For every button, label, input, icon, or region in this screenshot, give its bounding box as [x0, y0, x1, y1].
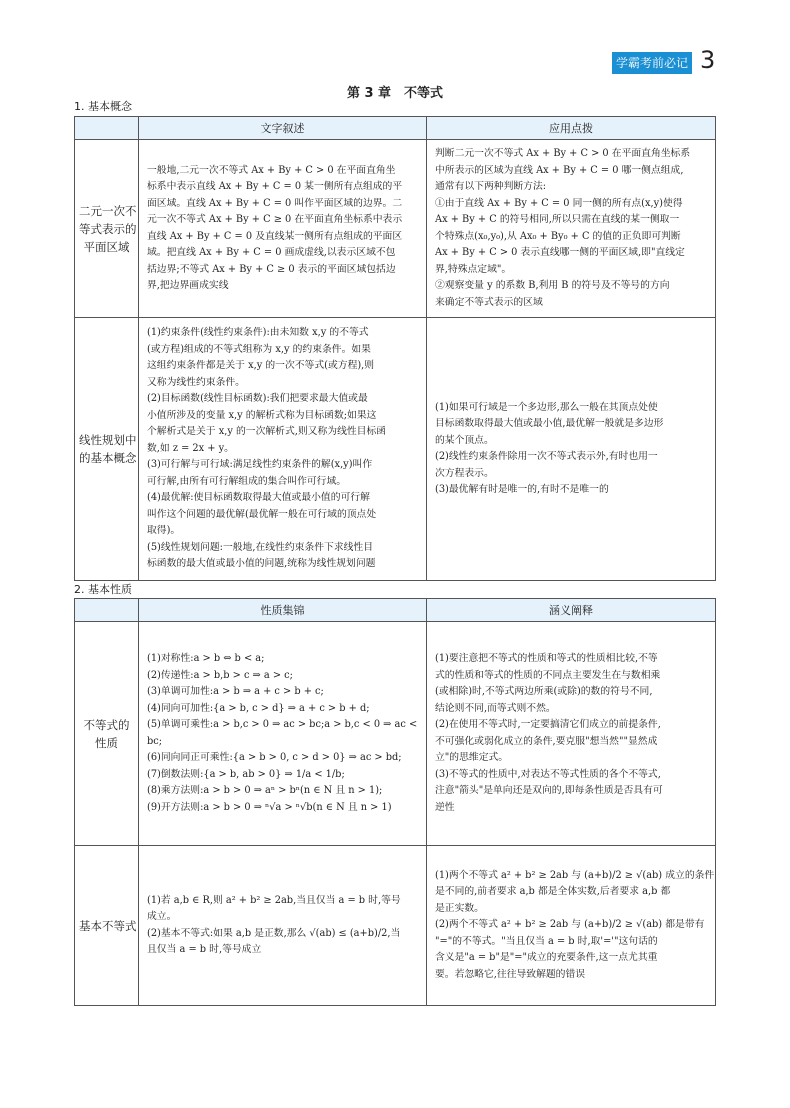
- text-line: 又称为线性约束条件。: [147, 376, 245, 388]
- text-line: (3)最优解有时是唯一的,有时不是唯一的: [435, 484, 609, 495]
- text-line: 目标函数取得最大值或最小值,最优解一般就是多边形: [435, 418, 664, 429]
- text-line: Ax + By + C > 0 表示直线哪一侧的平面区域,即"直线定: [435, 247, 685, 258]
- table-row: [75, 846, 716, 1006]
- text-line: 直线 Ax + By + C = 0 及直线某一侧所有点组成的平面区: [147, 230, 403, 242]
- text-line: 平面区域: [83, 239, 130, 254]
- tips-cell: [427, 622, 716, 846]
- text-line: (9)开方法则:a > b > 0 ⇒ ⁿ√a > ⁿ√b(n ∈ N 且 n > 1): [147, 801, 392, 813]
- text-line: 性质: [95, 735, 118, 750]
- text-line: 可行解,由所有可行解组成的集合叫作可行域。: [147, 475, 347, 487]
- text-line: (3)单调可加性:a > b ⇒ a + c > b + c;: [147, 686, 324, 697]
- col-header-tips: 应用点拨: [427, 117, 716, 140]
- text-line: (1)约束条件(线性约束条件):由未知数 x,y 的不等式: [147, 327, 369, 339]
- desc-cell: [139, 140, 427, 318]
- text-line: 元一次不等式 Ax + By + C ≥ 0 在平面直角坐标系中表示: [147, 214, 403, 225]
- table-row: [75, 318, 716, 581]
- text-line: (4)同向可加性:{a > b, c > d} ⇒ a + c > b + d;: [147, 702, 370, 714]
- text-line: (1)对称性:a > b ⇔ b < a;: [147, 653, 265, 664]
- text-line: (3)不等式的性质中,对表达不等式性质的各个不等式,: [435, 768, 661, 780]
- text-line: 域。把直线 Ax + By + C = 0 画成虚线,以表示区域不包: [147, 247, 396, 258]
- text-line: 不可强化或弱化成立的条件,要克服"想当然""显然成: [435, 735, 658, 747]
- row-label: [75, 140, 139, 318]
- text-line: (2)基本不等式:如果 a,b 是正数,那么 √(ab) ≤ (a+b)/2,当: [147, 927, 401, 939]
- text-line: 的某个顶点。: [435, 434, 494, 446]
- text-line: (1)两个不等式 a² + b² ≥ 2ab 与 (a+b)/2 ≥ √(ab) 成立的条件: [435, 869, 715, 881]
- text-line: 这组约束条件都是关于 x,y 的一次不等式(或方程),则: [147, 360, 375, 372]
- text-line: 面区域。直线 Ax + By + C = 0 叫作平面区域的边界。二: [147, 197, 403, 209]
- desc-cell: [139, 318, 427, 581]
- col-header-props: 性质集锦: [139, 599, 427, 622]
- text-line: 通常有以下两种判断方法:: [435, 181, 547, 192]
- text-line: (2)在使用不等式时,一定要搞清它们成立的前提条件,: [435, 719, 661, 730]
- text-line: (或方程)组成的不等式组称为 x,y 的约束条件。如果: [147, 343, 371, 355]
- text-line: (7)倒数法则:{a > b, ab > 0} ⇒ 1/a < 1/b;: [147, 768, 345, 780]
- col-header-explain: 涵义阐释: [427, 599, 716, 622]
- text-line: 括边界;不等式 Ax + By + C ≥ 0 表示的平面区域包括边: [147, 263, 396, 275]
- text-line: 等式表示的: [79, 221, 137, 236]
- text-line: (5)线性规划问题:一般地,在线性约束条件下求线性目: [147, 541, 374, 553]
- text-line: 标函数的最大值或最小值的问题,统称为线性规划问题: [147, 558, 376, 570]
- text-line: 式的性质和等式的性质的不同点主要发生在与数相乘: [435, 669, 661, 681]
- text-line: 基本不等式: [79, 918, 137, 933]
- text-line: (1)若 a,b ∈ R,则 a² + b² ≥ 2ab,当且仅当 a = b 时,等号: [147, 894, 401, 906]
- desc-cell: [139, 846, 427, 1006]
- text-line: 界,特殊点定域"。: [435, 263, 512, 275]
- chapter-title: 第 3 章 不等式: [346, 86, 444, 101]
- text-line: 含义是"a = b"是"="成立的充要条件,这一点尤其重: [435, 952, 658, 964]
- table-row: [75, 622, 716, 846]
- text-line: 数,如 z = 2x + y。: [147, 442, 234, 454]
- text-line: (2)目标函数(线性目标函数):我们把要求最大值或最: [147, 393, 368, 405]
- text-line: 成立。: [147, 911, 177, 922]
- basic-concepts-table: [74, 116, 716, 581]
- text-line: Ax + By + C 的符号相同,所以只需在直线的某一侧取一: [435, 214, 680, 225]
- text-line: 结论则不同,而等式则不然。: [435, 702, 556, 714]
- text-line: (或相除)时,不等式两边所乘(或除)的数的符号不同,: [435, 686, 653, 697]
- text-line: ②观察变量 y 的系数 B,利用 B 的符号及不等号的方向: [435, 280, 670, 291]
- text-line: "="的不等式。"当且仅当 a = b 时,取'='"这句话的: [435, 935, 658, 947]
- text-line: 界,把边界画成实线: [147, 280, 229, 291]
- text-line: 取得)。: [147, 525, 181, 537]
- desc-cell: [139, 622, 427, 846]
- text-line: 来确定不等式表示的区域: [435, 296, 543, 308]
- text-line: (2)两个不等式 a² + b² ≥ 2ab 与 (a+b)/2 ≥ √(ab) 都是带有: [435, 919, 705, 931]
- text-line: 立"的思维定式。: [435, 752, 509, 763]
- text-line: (6)同向同正可乘性:{a > b > 0, c > d > 0} ⇒ ac > bd;: [147, 752, 402, 763]
- tips-cell: [427, 846, 716, 1006]
- text-line: 注意"箭头"是单向还是双向的,即每条性质是否具有可: [435, 785, 663, 796]
- section2-heading: 2. 基本性质: [74, 583, 132, 596]
- book-title-badge: 学霸考前必记: [612, 52, 692, 74]
- text-line: 小值所涉及的变量 x,y 的解析式称为目标函数;如果这: [147, 409, 377, 421]
- text-line: 的基本概念: [79, 451, 137, 465]
- text-line: 个特殊点(x₀,y₀),从 Ax₀ + By₀ + C 的值的正负即可判断: [435, 230, 681, 242]
- table-row: [75, 140, 716, 318]
- text-line: (2)传递性:a > b,b > c ⇒ a > c;: [147, 669, 293, 681]
- text-line: (3)可行解与可行域:满足线性约束条件的解(x,y)叫作: [147, 459, 373, 471]
- text-line: 要。若忽略它,往往导致解题的错误: [435, 968, 586, 980]
- table-corner: [75, 599, 139, 622]
- text-line: (2)线性约束条件除用一次不等式表示外,有时也用一: [435, 451, 658, 462]
- text-line: 且仅当 a = b 时,等号成立: [147, 944, 262, 955]
- row-label: [75, 318, 139, 581]
- text-line: (1)要注意把不等式的性质和等式的性质相比较,不等: [435, 653, 658, 664]
- section1-heading: 1. 基本概念: [74, 100, 132, 113]
- row-label: [75, 846, 139, 1006]
- text-line: 二元一次不: [79, 203, 137, 218]
- text-line: 逆性: [435, 801, 455, 813]
- text-line: 中所表示的区域为直线 Ax + By + C = 0 哪一侧点组成,: [435, 164, 684, 176]
- row-label: [75, 622, 139, 846]
- table-corner: [75, 117, 139, 140]
- text-line: 标系中表示直线 Ax + By + C = 0 某一侧所有点组成的平: [147, 181, 403, 192]
- text-line: 是不同的,前者要求 a,b 都是全体实数,后者要求 a,b 都: [435, 886, 671, 898]
- basic-properties-table: [74, 598, 716, 1006]
- tips-cell: [427, 140, 716, 318]
- tips-cell: [427, 318, 716, 581]
- text-line: 线性规划中: [79, 433, 137, 447]
- page-number: 3: [700, 46, 716, 74]
- text-line: 是正实数。: [435, 902, 484, 914]
- text-line: 一般地,二元一次不等式 Ax + By + C > 0 在平面直角坐: [147, 164, 396, 176]
- col-header-desc: 文字叙述: [139, 117, 427, 140]
- text-line: (5)单调可乘性:a > b,c > 0 ⇒ ac > bc;a > b,c < 0 ⇒ ac <: [147, 719, 418, 730]
- text-line: bc;: [147, 735, 163, 747]
- text-line: (8)乘方法则:a > b > 0 ⇒ aⁿ > bⁿ(n ∈ N 且 n > 1);: [147, 785, 383, 796]
- text-line: (4)最优解:使目标函数取得最大值或最小值的可行解: [147, 492, 370, 504]
- text-line: 个解析式是关于 x,y 的一次解析式,则又称为线性目标函: [147, 426, 387, 438]
- text-line: 次方程表示。: [435, 467, 494, 479]
- text-line: 不等式的: [83, 717, 130, 732]
- text-line: 叫作这个问题的最优解(最优解一般在可行域的顶点处: [147, 508, 377, 520]
- text-line: 判断二元一次不等式 Ax + By + C > 0 在平面直角坐标系: [435, 148, 691, 159]
- text-line: ①由于直线 Ax + By + C = 0 同一侧的所有点(x,y)使得: [435, 197, 683, 209]
- text-line: (1)如果可行域是一个多边形,那么一般在其顶点处使: [435, 401, 658, 413]
